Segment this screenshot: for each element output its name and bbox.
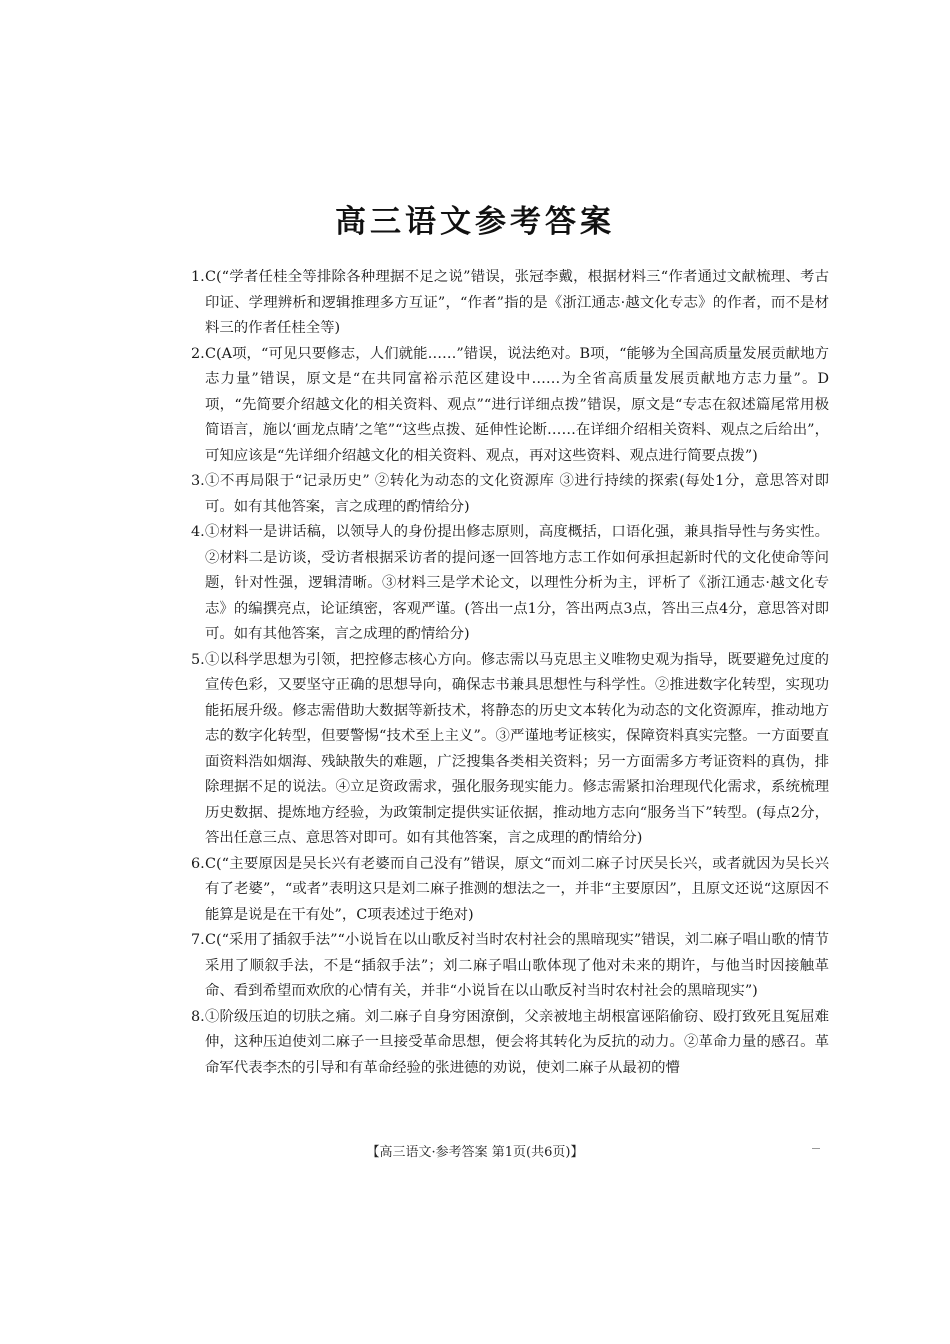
answer-item bbox=[191, 852, 829, 929]
answer-number: 1. bbox=[191, 269, 205, 285]
answer-text: C(“主要原因是吴长兴有老婆而自己没有”错误，原文“而刘二麻子讨厌吴长兴，或者就因为吴长兴有了老婆”，“或者”表明这只是刘二麻子推测的想法之一，并非“主要原因”，且原文还说“这原因不能算是说是在干有处”，C项表述过于绝对) bbox=[205, 855, 829, 923]
answer-text: ①不再局限于“记录历史” ②转化为动态的文化资源库 ③进行持续的探索(每处1分，意思答对即可。如有其他答案，言之成理的酌情给分) bbox=[205, 473, 829, 515]
answer-item bbox=[191, 342, 829, 470]
answer-text: C(“采用了插叙手法”“小说旨在以山歌反衬当时农村社会的黑暗现实”错误，刘二麻子唱山歌的情节采用了顺叙手法，不是“插叙手法”；刘二麻子唱山歌体现了他对未来的期许，与他当时因接触革命、看到希望而欢欣的心情有关，并非“小说旨在以山歌反衬当时农村社会的黑暗现实”) bbox=[205, 932, 829, 999]
answer-list bbox=[191, 265, 829, 1081]
answer-text: C(“学者任桂全等排除各种理据不足之说”错误，张冠李戴，根据材料三“作者通过文献梳理、考古印证、学理辨析和逻辑推理多方互证”，“作者”指的是《浙江通志·越文化专志》的作者，而不是材料三的作者任桂全等) bbox=[205, 269, 829, 336]
answer-number: 8. bbox=[191, 1008, 205, 1025]
answer-item bbox=[191, 265, 829, 342]
page-corner-mark bbox=[812, 1148, 820, 1149]
answer-item bbox=[191, 469, 829, 520]
answer-item bbox=[191, 648, 829, 852]
answer-text: C(A项，“可见只要修志，人们就能……”错误，说法绝对。B项，“能够为全国高质量发展贡献地方志力量”错误，原文是“在共同富裕示范区建设中……为全省高质量发展贡献地方志力量”。D项，“先简要介绍越文化的相关资料、观点”“进行详细点拨”错误，原文是“专志在叙述篇尾常用极简语言，施以‘画龙点睛’之笔”“这些点拨、延伸性论断……在详细介绍相关资料、观点之后给出”，可知应该是“先详细介绍越文化的相关资料、观点，再对这些资料、观点进行简要点拨”) bbox=[205, 345, 829, 464]
answer-item bbox=[191, 1005, 829, 1082]
answer-text: ①阶级压迫的切肤之痛。刘二麻子自身穷困潦倒，父亲被地主胡根富诬陷偷窃、殴打致死且冤屈难伸，这种压迫使刘二麻子一旦接受革命思想，便会将其转化为反抗的动力。②革命力量的感召。革命军代表李杰的引导和有革命经验的张进德的劝说，使刘二麻子从最初的懵 bbox=[205, 1008, 829, 1076]
page-title: 高三语文参考答案 bbox=[335, 204, 615, 240]
answer-number: 7. bbox=[191, 932, 205, 948]
answer-number: 3. bbox=[191, 473, 205, 489]
answer-number: 4. bbox=[191, 524, 205, 540]
answer-number: 2. bbox=[191, 345, 205, 362]
answer-item bbox=[191, 520, 829, 648]
answer-number: 6. bbox=[191, 855, 205, 872]
answer-text: ①材料一是讲话稿，以领导人的身份提出修志原则，高度概括，口语化强，兼具指导性与务实性。②材料二是访谈，受访者根据采访者的提问逐一回答地方志工作如何承担起新时代的文化使命等问题，针对性强，逻辑清晰。③材料三是学术论文，以理性分析为主，评析了《浙江通志·越文化专志》的编撰亮点，论证缜密，客观严谨。(答出一点1分，答出两点3点，答出三点4分，意思答对即可。如有其他答案，言之成理的酌情给分) bbox=[205, 524, 829, 642]
page-footer: 【高三语文·参考答案 第1页(共6页)】 bbox=[366, 1145, 584, 1160]
answer-text: ①以科学思想为引领，把控修志核心方向。修志需以马克思主义唯物史观为指导，既要避免过度的宣传色彩，又要坚守正确的思想导向，确保志书兼具思想性与科学性。②推进数字化转型，实现功能拓展升级。修志需借助大数据等新技术，将静态的历史文本转化为动态的文化资源库，推动地方志的数字化转型，但要警惕“技术至上主义”。③严谨地考证核实，保障资料真实完整。一方面要直面资料浩如烟海、残缺散失的难题，广泛搜集各类相关资料；另一方面需多方考证资料的真伪，排除理据不足的说法。④立足资政需求，强化服务现实能力。修志需紧扣治理现代化需求，系统梳理历史数据、提炼地方经验，为政策制定提供实证依据，推动地方志向“服务当下”转型。(每点2分，答出任意三点、意思答对即可。如有其他答案，言之成理的酌情给分) bbox=[205, 651, 829, 846]
answer-number: 5. bbox=[191, 651, 205, 668]
answer-item bbox=[191, 928, 829, 1005]
